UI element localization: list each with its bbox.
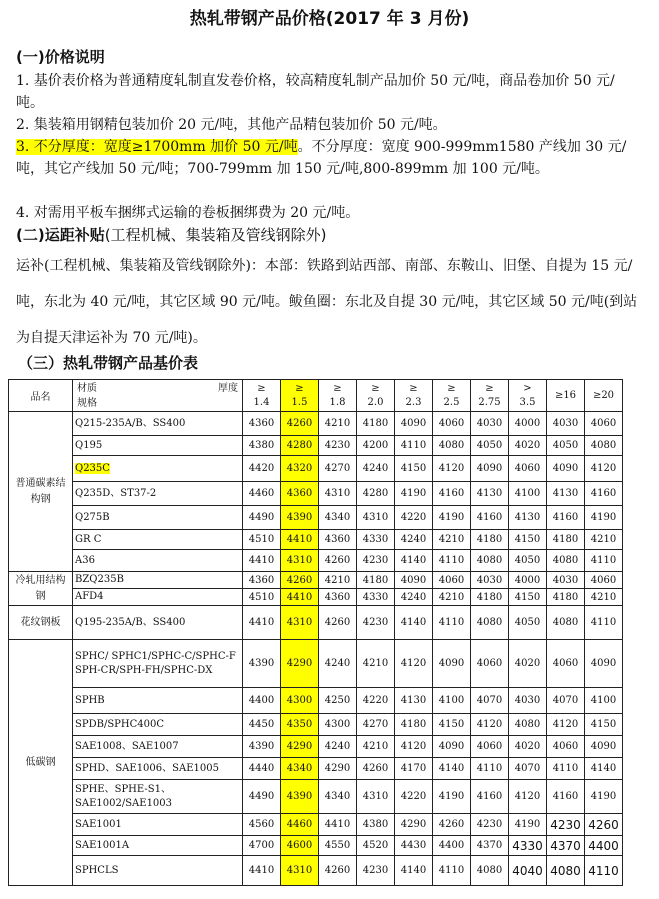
thickness-value: 1.8 (329, 396, 346, 408)
base-price-table (8, 379, 623, 886)
price-cell: 4090 (547, 456, 585, 482)
price-cell: 4190 (585, 506, 623, 530)
spec-cell: A36 (73, 550, 243, 572)
price-cell: 4600 (281, 836, 319, 856)
section-2-heading-bold: (二)运距补贴 (16, 226, 105, 244)
table-row (9, 758, 623, 780)
price-cell: 4080 (471, 856, 509, 886)
price-cell: 4140 (395, 606, 433, 640)
price-cell: 4290 (281, 640, 319, 688)
price-note-1: 1. 基价表价格为普通精度轧制直发卷价格，较高精度轧制产品加价 50 元/吨，商品卷加价 50 元/吨。 (16, 73, 615, 111)
spec-cell: SPHCLS (73, 856, 243, 886)
thickness-op: ≥ (485, 382, 494, 394)
price-cell: 4230 (357, 606, 395, 640)
price-cell: 4060 (433, 572, 471, 589)
price-cell: 4370 (547, 836, 585, 856)
price-cell: 4050 (471, 436, 509, 456)
price-cell: 4140 (395, 856, 433, 886)
price-cell: 4120 (585, 456, 623, 482)
price-cell: 4450 (243, 714, 281, 736)
material-header: 材质 (77, 383, 97, 394)
price-cell: 4190 (395, 482, 433, 506)
price-cell: 4170 (395, 758, 433, 780)
price-cell: 4230 (357, 550, 395, 572)
price-cell: 4260 (281, 572, 319, 589)
price-cell: 4140 (395, 550, 433, 572)
price-note-3-rest: 。不分厚度：宽度 900-999mm1580 产线加 30 元/吨，其它产线加 50 元/吨；700-799mm 加 150 元/吨,800-899mm 加 100 元/吨。 (16, 139, 627, 177)
price-cell: 4050 (509, 606, 547, 640)
price-cell: 4080 (509, 714, 547, 736)
price-cell: 4130 (471, 482, 509, 506)
price-cell: 4130 (509, 506, 547, 530)
price-cell: 4240 (319, 640, 357, 688)
price-cell: 4460 (281, 814, 319, 836)
price-cell: 4090 (395, 412, 433, 436)
thickness-col-header (281, 380, 319, 412)
price-cell: 4290 (395, 814, 433, 836)
price-cell: 4410 (281, 530, 319, 550)
price-cell: 4390 (281, 506, 319, 530)
thickness-op: ≥ (295, 382, 304, 394)
spec-cell: SAE1001A (73, 836, 243, 856)
price-cell: 4160 (547, 780, 585, 814)
price-cell: 4330 (357, 589, 395, 606)
price-note-4: 4. 对需用平板车捆绑式运输的卷板捆绑费为 20 元/吨。 (16, 205, 360, 221)
price-cell: 4110 (471, 758, 509, 780)
price-cell: 4280 (281, 436, 319, 456)
price-cell: 4420 (243, 456, 281, 482)
price-cell: 4090 (585, 640, 623, 688)
table-row (9, 589, 623, 606)
price-cell: 4020 (509, 640, 547, 688)
price-cell: 4260 (319, 550, 357, 572)
price-cell: 4130 (395, 688, 433, 714)
price-cell: 4110 (433, 550, 471, 572)
spec-highlight: Q235C (75, 462, 110, 474)
thickness-value: 1.4 (253, 396, 270, 408)
table-row (9, 530, 623, 550)
price-cell: 4360 (243, 572, 281, 589)
price-cell: 4080 (471, 606, 509, 640)
price-cell: 4110 (585, 606, 623, 640)
price-cell: 4030 (509, 688, 547, 714)
price-cell: 4180 (471, 589, 509, 606)
price-cell: 4260 (281, 412, 319, 436)
price-cell: 4460 (243, 482, 281, 506)
price-cell: 4150 (433, 714, 471, 736)
table-row (9, 688, 623, 714)
price-cell: 4340 (281, 758, 319, 780)
table-row (9, 736, 623, 758)
material-thickness-corner-header (73, 380, 243, 412)
price-cell: 4440 (243, 758, 281, 780)
price-cell: 4200 (357, 436, 395, 456)
price-cell: 4360 (319, 530, 357, 550)
thickness-col-header (547, 380, 585, 412)
price-cell: 4220 (395, 506, 433, 530)
product-category-cell: 低碳钢 (9, 640, 73, 886)
price-cell: 4100 (433, 688, 471, 714)
table-row (9, 412, 623, 436)
table-row (9, 714, 623, 736)
price-cell: 4310 (357, 780, 395, 814)
price-cell: 4210 (357, 640, 395, 688)
table-body (9, 412, 623, 886)
price-cell: 4390 (243, 640, 281, 688)
price-cell: 4520 (357, 836, 395, 856)
price-cell: 4360 (243, 412, 281, 436)
price-cell: 4150 (585, 714, 623, 736)
price-cell: 4180 (547, 530, 585, 550)
product-name-header: 品名 (9, 380, 73, 412)
price-cell: 4190 (433, 506, 471, 530)
price-cell: 4140 (585, 758, 623, 780)
price-cell: 4230 (319, 436, 357, 456)
price-cell: 4080 (547, 550, 585, 572)
thickness-col-header (357, 380, 395, 412)
price-cell: 4280 (357, 482, 395, 506)
thickness-value: 2.0 (367, 396, 384, 408)
spec-cell: SPHB (73, 688, 243, 714)
price-note-2: 2. 集装箱用钢精包装加价 20 元/吨，其他产品精包装加价 50 元/吨。 (16, 117, 447, 133)
section-2-heading (16, 224, 326, 245)
thickness-col-header (243, 380, 281, 412)
price-cell: 4230 (357, 856, 395, 886)
product-category-cell: 花纹钢板 (9, 606, 73, 640)
price-cell: 4360 (281, 482, 319, 506)
price-cell: 4090 (471, 456, 509, 482)
price-cell: 4050 (547, 436, 585, 456)
price-cell: 4060 (471, 640, 509, 688)
price-cell: 4250 (319, 688, 357, 714)
price-cell: 4120 (395, 736, 433, 758)
table-row (9, 814, 623, 836)
price-cell: 4040 (509, 856, 547, 886)
spec-cell: SAE1001 (73, 814, 243, 836)
price-cell: 4080 (547, 856, 585, 886)
price-cell: 4220 (395, 780, 433, 814)
thickness-op: ≥16 (554, 389, 577, 401)
price-cell: 4070 (471, 688, 509, 714)
price-cell: 4410 (281, 589, 319, 606)
price-cell: 4130 (547, 482, 585, 506)
price-cell: 4400 (243, 688, 281, 714)
price-cell: 4210 (319, 412, 357, 436)
table-row (9, 856, 623, 886)
section-1-heading: (一)价格说明 (16, 48, 105, 66)
price-cell: 4310 (281, 856, 319, 886)
price-cell: 4360 (319, 589, 357, 606)
price-cell: 4150 (509, 589, 547, 606)
table-row (9, 482, 623, 506)
price-cell: 4370 (471, 836, 509, 856)
price-cell: 4310 (319, 482, 357, 506)
price-cell: 4180 (547, 589, 585, 606)
spec-cell: Q195 (73, 436, 243, 456)
spec-cell: SAE1008、SAE1007 (73, 736, 243, 758)
price-cell: 4210 (433, 589, 471, 606)
table-header-row (9, 380, 623, 412)
thickness-op: ≥ (409, 382, 418, 394)
price-cell: 4160 (585, 482, 623, 506)
price-cell: 4150 (395, 456, 433, 482)
thickness-op: ≥20 (592, 389, 615, 401)
price-cell: 4180 (471, 530, 509, 550)
price-cell: 4030 (471, 572, 509, 589)
thickness-col-header (585, 380, 623, 412)
price-cell: 4090 (395, 572, 433, 589)
thickness-header: 厚度 (218, 383, 238, 394)
spec-cell: SPHE、SPHE-S1、SAE1002/SAE1003 (73, 780, 243, 814)
spec-cell: SPDB/SPHC400C (73, 714, 243, 736)
price-cell: 4410 (243, 606, 281, 640)
price-cell: 4030 (547, 572, 585, 589)
price-cell: 4510 (243, 530, 281, 550)
price-cell: 4120 (509, 780, 547, 814)
price-cell: 4060 (547, 736, 585, 758)
spec-cell: Q235D、ST37-2 (73, 482, 243, 506)
price-cell: 4060 (547, 640, 585, 688)
price-cell: 4120 (547, 714, 585, 736)
price-cell: 4550 (319, 836, 357, 856)
price-cell: 4410 (243, 856, 281, 886)
thickness-op: ≥ (257, 382, 266, 394)
price-cell: 4290 (281, 736, 319, 758)
price-cell: 4390 (281, 780, 319, 814)
price-cell: 4410 (243, 550, 281, 572)
document-title: 热轧带钢产品价格(2017 年 3 月份) (189, 9, 470, 29)
price-cell: 4290 (319, 758, 357, 780)
price-cell: 4240 (395, 589, 433, 606)
price-cell: 4560 (243, 814, 281, 836)
price-cell: 4060 (585, 412, 623, 436)
price-cell: 4070 (547, 688, 585, 714)
price-cell: 4240 (357, 456, 395, 482)
price-cell: 4490 (243, 780, 281, 814)
price-cell: 4210 (319, 572, 357, 589)
price-cell: 4310 (281, 550, 319, 572)
price-cell: 4120 (433, 456, 471, 482)
price-cell: 4160 (471, 506, 509, 530)
thickness-col-header (395, 380, 433, 412)
price-cell: 4380 (357, 814, 395, 836)
price-cell: 4000 (509, 572, 547, 589)
price-cell: 4080 (471, 550, 509, 572)
price-cell: 4340 (319, 506, 357, 530)
price-cell: 4400 (433, 836, 471, 856)
thickness-op: ≥ (371, 382, 380, 394)
thickness-value: 2.5 (443, 396, 460, 408)
price-cell: 4510 (243, 589, 281, 606)
price-cell: 4210 (585, 589, 623, 606)
price-cell: 4300 (319, 714, 357, 736)
price-cell: 4260 (433, 814, 471, 836)
price-cell: 4100 (509, 482, 547, 506)
price-cell: 4030 (547, 412, 585, 436)
price-cell: 4260 (357, 758, 395, 780)
price-cell: 4110 (433, 606, 471, 640)
table-row (9, 836, 623, 856)
price-cell: 4180 (357, 572, 395, 589)
price-cell: 4380 (243, 436, 281, 456)
price-cell: 4150 (509, 530, 547, 550)
table-row (9, 550, 623, 572)
price-cell: 4340 (319, 780, 357, 814)
price-cell: 4330 (357, 530, 395, 550)
price-cell: 4190 (585, 780, 623, 814)
price-cell: 4180 (357, 412, 395, 436)
thickness-col-header (433, 380, 471, 412)
product-category-cell: 冷轧用结构钢 (9, 572, 73, 606)
thickness-value: 2.3 (405, 396, 422, 408)
price-cell: 4020 (509, 436, 547, 456)
spec-cell: Q275B (73, 506, 243, 530)
spec-cell: Q195-235A/B、SS400 (73, 606, 243, 640)
price-cell: 4060 (585, 572, 623, 589)
table-row (9, 572, 623, 589)
price-cell: 4110 (585, 550, 623, 572)
price-cell: 4110 (395, 436, 433, 456)
table-row (9, 606, 623, 640)
thickness-col-header (319, 380, 357, 412)
price-cell: 4240 (319, 736, 357, 758)
price-cell: 4090 (433, 640, 471, 688)
product-category-cell: 普通碳素结构钢 (9, 412, 73, 572)
price-cell: 4060 (509, 456, 547, 482)
price-cell: 4230 (547, 814, 585, 836)
thickness-col-header (509, 380, 547, 412)
price-note-3 (16, 136, 642, 180)
table-row (9, 456, 623, 482)
spec-cell: SPHD、SAE1006、SAE1005 (73, 758, 243, 780)
price-cell: 4060 (433, 412, 471, 436)
price-cell: 4000 (509, 412, 547, 436)
spec-header: 规格 (77, 398, 97, 409)
table-row (9, 780, 623, 814)
price-cell: 4080 (433, 436, 471, 456)
thickness-op: ≥ (447, 382, 456, 394)
price-cell: 4030 (471, 412, 509, 436)
spec-cell: GR C (73, 530, 243, 550)
price-cell: 4220 (357, 688, 395, 714)
price-cell: 4060 (471, 736, 509, 758)
price-cell: 4070 (509, 758, 547, 780)
thickness-op: ≥ (333, 382, 342, 394)
price-cell: 4270 (319, 456, 357, 482)
thickness-value: 2.75 (478, 396, 501, 408)
section-2-heading-note: (工程机械、集装箱及管线钢除外) (104, 226, 327, 244)
price-cell: 4330 (509, 836, 547, 856)
price-cell: 4160 (471, 780, 509, 814)
price-cell: 4020 (509, 736, 547, 758)
price-cell: 4230 (471, 814, 509, 836)
freight-subsidy-text: 运补(工程机械、集装箱及管线钢除外)：本部：铁路到站西部、南部、东鞍山、旧堡、自提为 15 元/吨，东北为 40 元/吨，其它区域 90 元/吨。鲅鱼圈：东北及自提 30 元/吨，其它区域 50 元/吨(到站为自提天津运补为 70 元/吨)。 (16, 258, 638, 346)
price-cell: 4490 (243, 506, 281, 530)
spec-cell: Q215-235A/B、SS400 (73, 412, 243, 436)
price-cell: 4180 (395, 714, 433, 736)
spec-cell: SPHC/ SPHC1/SPHC-C/SPHC-F SPH-CR/SPH-FH/SPHC-DX (73, 640, 243, 688)
table-row (9, 640, 623, 688)
price-cell: 4190 (433, 780, 471, 814)
price-cell: 4080 (547, 606, 585, 640)
price-cell: 4410 (319, 814, 357, 836)
price-cell: 4400 (585, 836, 623, 856)
price-cell: 4350 (281, 714, 319, 736)
thickness-op: > (523, 382, 532, 394)
spec-cell (73, 456, 243, 482)
price-cell: 4050 (509, 550, 547, 572)
price-cell: 4100 (585, 688, 623, 714)
price-cell: 4240 (395, 530, 433, 550)
price-cell: 4190 (509, 814, 547, 836)
price-cell: 4210 (357, 736, 395, 758)
price-cell: 4140 (433, 758, 471, 780)
price-cell: 4260 (585, 814, 623, 836)
thickness-value: 1.5 (291, 396, 308, 408)
spec-cell: AFD4 (73, 589, 243, 606)
section-3-heading: （三）热轧带钢产品基价表 (18, 354, 199, 372)
price-cell: 4260 (319, 856, 357, 886)
price-cell: 4080 (585, 436, 623, 456)
thickness-col-header (471, 380, 509, 412)
price-cell: 4700 (243, 836, 281, 856)
price-cell: 4090 (585, 736, 623, 758)
spec-cell: BZQ235B (73, 572, 243, 589)
price-cell: 4270 (357, 714, 395, 736)
table-row (9, 506, 623, 530)
price-cell: 4390 (243, 736, 281, 758)
price-cell: 4430 (395, 836, 433, 856)
thickness-value: 3.5 (519, 396, 536, 408)
price-cell: 4090 (433, 736, 471, 758)
price-cell: 4110 (547, 758, 585, 780)
price-cell: 4310 (357, 506, 395, 530)
table-row (9, 436, 623, 456)
price-cell: 4320 (281, 456, 319, 482)
price-cell: 4310 (281, 606, 319, 640)
price-cell: 4160 (547, 506, 585, 530)
price-cell: 4120 (471, 714, 509, 736)
price-cell: 4120 (395, 640, 433, 688)
price-cell: 4300 (281, 688, 319, 714)
price-cell: 4260 (319, 606, 357, 640)
price-note-3-highlight: 3. 不分厚度：宽度≥1700mm 加价 50 元/吨 (16, 139, 298, 155)
price-cell: 4210 (433, 530, 471, 550)
price-cell: 4110 (433, 856, 471, 886)
price-cell: 4110 (585, 856, 623, 886)
price-cell: 4160 (433, 482, 471, 506)
price-cell: 4210 (585, 530, 623, 550)
